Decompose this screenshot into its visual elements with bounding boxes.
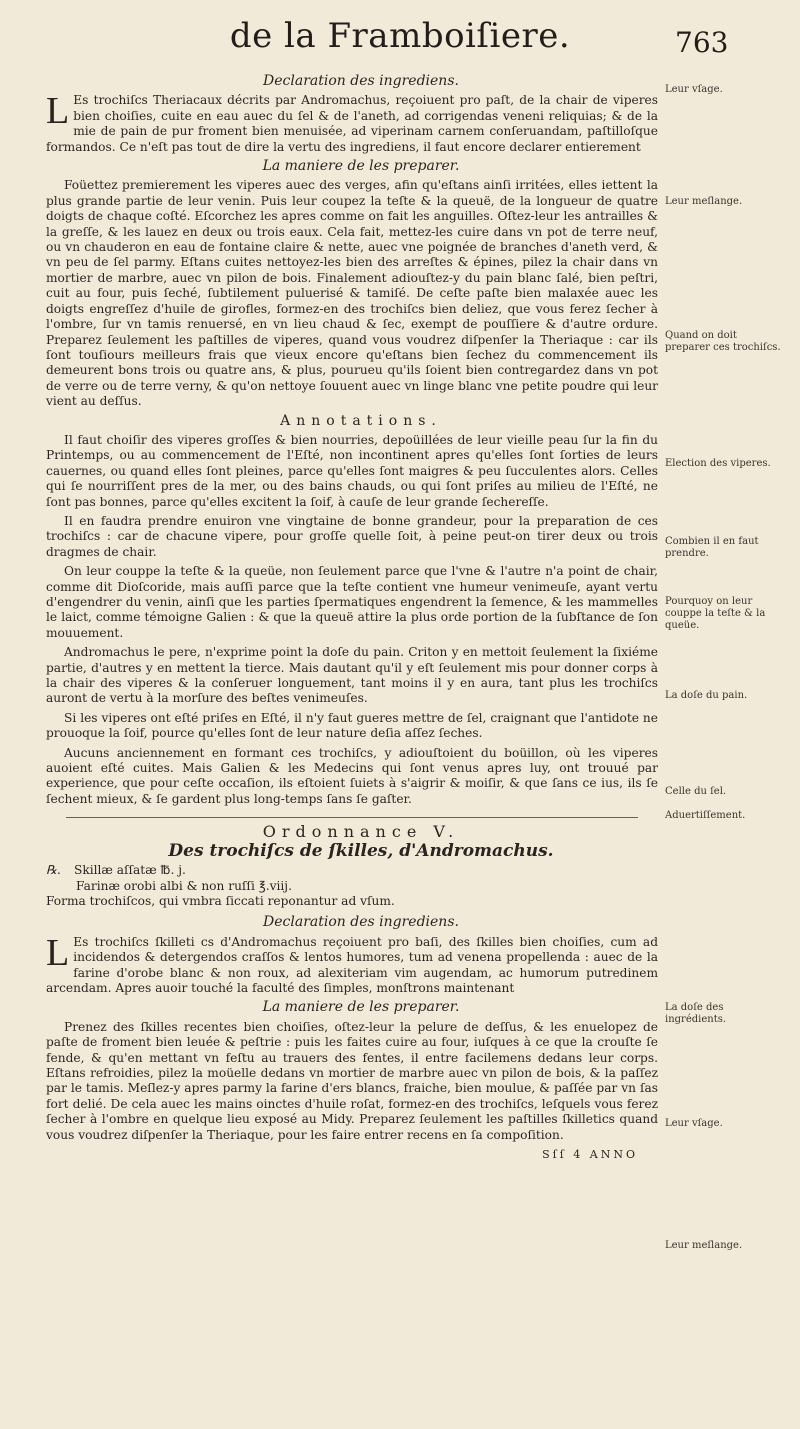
page-number: 763 (675, 26, 729, 59)
preparation2-heading: La maniere de les preparer. (262, 999, 460, 1016)
declaration2-heading: Declaration des ingrediens. (263, 914, 459, 931)
margin-note: Election des viperes. (665, 458, 771, 469)
margin-note: Leur vſage. (665, 84, 723, 95)
signature-footer: Sſſ 4 ANNO (542, 1148, 638, 1161)
annotation-paragraph: Il faut choiſir des viperes groſſes & bien nourries, depoüillées de leur vieille peau ſur la fin du Printemps, ou au commencement de l'Eſté, non incontinent apres qu'elles ſont ſorties de leurs cauernes, ou quand elles ſont pleines, parce qu'elles ſont maigres & peu ſucculentes alors. Celles qui ſe nourriſſent pres de la mer, ou des bains chauds, ou qui ſont priſes au milieu de l'Eſté, ne ſont pas bonnes, parce qu'elles excitent la ſoif, à cauſe de leur grande ſechereſſe. (46, 432, 658, 509)
recipe-block (46, 863, 658, 909)
section-divider (66, 817, 638, 818)
ordonnance-title: Des trochiſcs de ſkilles, d'Andromachus. (168, 840, 554, 861)
margin-note: Leur meſlange. (665, 1240, 743, 1251)
margin-note: La doſe des ingrédients. (665, 1002, 727, 1025)
drop-cap: L (46, 931, 70, 974)
ordonnance-heading: Ordonnance V. (262, 822, 460, 842)
margin-note: Quand on doit preparer ces trochiſcs. (665, 330, 781, 353)
recipe-symbol: ℞. (46, 863, 61, 878)
margin-note: La doſe du pain. (665, 690, 748, 701)
margin-note: Leur vſage. (665, 1118, 723, 1129)
annotation-paragraph: Si les viperes ont eſté priſes en Eſté, il n'y faut gueres mettre de ſel, craignant que l'antidote ne prouoque la ſoif, pource qu'elles ſont de leur nature deſia aſſez ſeches. (46, 710, 658, 741)
declaration2-text: Es trochiſcs ſkilleti cs d'Andromachus reçoiuent pro baſi, des ſkilles bien choiſies, cum ad incidendos & detergendos craſſos & lentos humores, tum ad venena propellenda : auec de la farine d'orobe blanc & non roux, ad alexiteriam vim augendam, ac humorum putredinem arcendam. Apres auoir touché la faculté des ſimples, monſtrons maintenant (46, 934, 658, 995)
annotation-paragraph: Andromachus le pere, n'exprime point la doſe du pain. Criton y en mettoit ſeulement la ſixiéme partie, d'autres y en mettent la tierce. Mais dautant qu'il y eſt ſeulement mis pour donner corps à la chair des viperes & la conſeruer longuement, tant moins il y en aura, tant plus les trochiſcs auront de vertu à la morſure des beſtes venimeuſes. (46, 645, 658, 706)
annotation-paragraph: Il en faudra prendre enuiron vne vingtaine de bonne grandeur, pour la preparation de ces trochiſcs : car de chacune vipere, pour groſſe quelle ſoit, à peine peut-on tirer deux ou trois dragmes de chair. (46, 513, 658, 559)
running-title: de la Framboiſiere. (229, 16, 571, 56)
declaration-text: Es trochiſcs Theriacaux décrits par Andromachus, reçoiuent pro paſt, de la chair de viperes bien choiſies, cuite en eau auec du ſel & de l'aneth, ad corrigendas veneni reliquias; & de la mie de pain de pur froment bien menuisée, ad viperinam carnem conſeruandam, paſtilloſque formandos. Ce n'eſt pas tout de dire la vertu des ingrediens, il faut encore declarer entierement (46, 93, 658, 154)
annotations-heading: Annotations. (280, 412, 442, 429)
declaration-paragraph (46, 90, 658, 155)
recipe-line: ℞. Skillæ aſſatæ ℔. j. (46, 863, 186, 878)
annotation-paragraph: Aucuns anciennement en formant ces trochiſcs, y adiouſtoient du boüillon, où les viperes auoient eſté cuites. Mais Galien & les Medecins qui ſont venus apres luy, ont trouué par experience, que pour ceſte occaſion, ils eſtoient ſuiets à s'aigrir & moiſir, & que ſans ce ius, ils ſe ſechent mieux, & ſe gardent plus long-temps ſans ſe gaſter. (46, 745, 658, 806)
annotation-paragraph: On leur couppe la teſte & la queüe, non ſeulement parce que l'vne & l'autre n'a point de chair, comme dit Dioſcoride, mais auſſi parce que la teſte contient vne humeur venimeuſe, ayant vertu d'engendrer du venin, ainſi que les parties ſpermatiques engendrent la ſemence, & les mammelles le laict, comme témoigne Galien : & que la queuë attire la plus orde portion de la ſubſtance de ſon mouuement. (46, 564, 658, 640)
margin-note: Combien il en faut prendre. (665, 536, 759, 559)
preparation-paragraph: Foüettez premierement les viperes auec des verges, afin qu'eſtans ainſi irritées, elles iettent la plus grande partie de leur venin. Puis leur coupez la teſte & la queuë, de la longueur de quatre doigts de chaque coſté. Eſcorchez les apres comme on fait les anguilles. Oſtez-leur les antrailles & la greſſe, & les lauez en deux ou trois eaux. Cela fait, mettez-les cuire dans vn pot de terre neuf, ou vn chauderon en eau de fontaine claire & nette, auec vne poignée de branches d'aneth verd, & vn peu de ſel parmy. Eſtans cuites nettoyez-les bien des arreſtes & épines, pilez la chair dans vn mortier de marbre, auec vn pilon de bois. Finalement adiouſtez-y du pain blanc ſalé, bien peſtri, cuit au four, puis ſeché, ſubtilement puluerisé & tamiſé. De ceſte paſte bien malaxée auec les doigts engreſſez d'huile de girofles, formez-en des trochiſcs bien deliez, que vous ferez ſecher à l'ombre, ſur vn tamis renuersé, en vn lieu chaud & ſec, exempt de pouſſiere & d'autre ordure. Preparez ſeulement les paſtilles de viperes, quand vous voudrez diſpenſer la Theriaque : car ils ſont touſiours meilleurs frais que vieux encore qu'eſtans bien ſechez du commencement ils demeurent bons trois ou quatre ans, & plus, pourueu qu'ils ſoient bien contregardez dans vn pot de verre ou de terre verny, & qu'on nettoye ſouuent auec vn linge blanc vne petite poudre qui leur vient au deſſus. (46, 178, 658, 409)
margin-note: Celle du ſel. (665, 786, 727, 797)
recipe-line: Farinæ orobi albi & non ruſſi ℥.viij. (76, 878, 292, 893)
main-text-column (46, 74, 658, 1162)
preparation-heading: La maniere de les preparer. (262, 158, 460, 175)
recipe-line: Forma trochiſcos, qui vmbra ſiccati reponantur ad vſum. (46, 893, 395, 908)
declaration-heading: Declaration des ingrediens. (263, 73, 459, 89)
margin-note: Leur meſlange. (665, 196, 743, 207)
margin-note: Aduertiſſement. (665, 810, 746, 821)
margin-note: Pourquoy on leur couppe la teſte & la queüe. (665, 596, 766, 631)
preparation2-paragraph: Prenez des ſkilles recentes bien choiſies, oſtez-leur la pelure de deſſus, & les enuelopez de paſte de froment bien leuée & peſtrie : puis les faites cuire au four, iuſques à ce que la crouſte ſe fende, & qu'en mettant vn feſtu au trauers des fentes, il entre facilemens dedans leur corps. Eſtans refroidies, pilez la moüelle dedans vn mortier de marbre auec vn pilon de bois, & la paſſez par le tamis. Meſlez-y apres parmy la farine d'ers blancs, fraiche, bien moulue, & paſſée par vn ſas fort delié. De cela auec les mains oinctes d'huile roſat, formez-en des trochiſcs, leſquels vous ferez ſecher à l'ombre en quelque lieu exposé au Midy. Preparez ſeulement les paſtilles ſkilletics quand vous voudrez diſpenſer la Theriaque, pour les faire entrer recens en ſa compoſition. (46, 1019, 658, 1142)
declaration2-paragraph (46, 931, 658, 997)
drop-cap: L (46, 90, 70, 133)
